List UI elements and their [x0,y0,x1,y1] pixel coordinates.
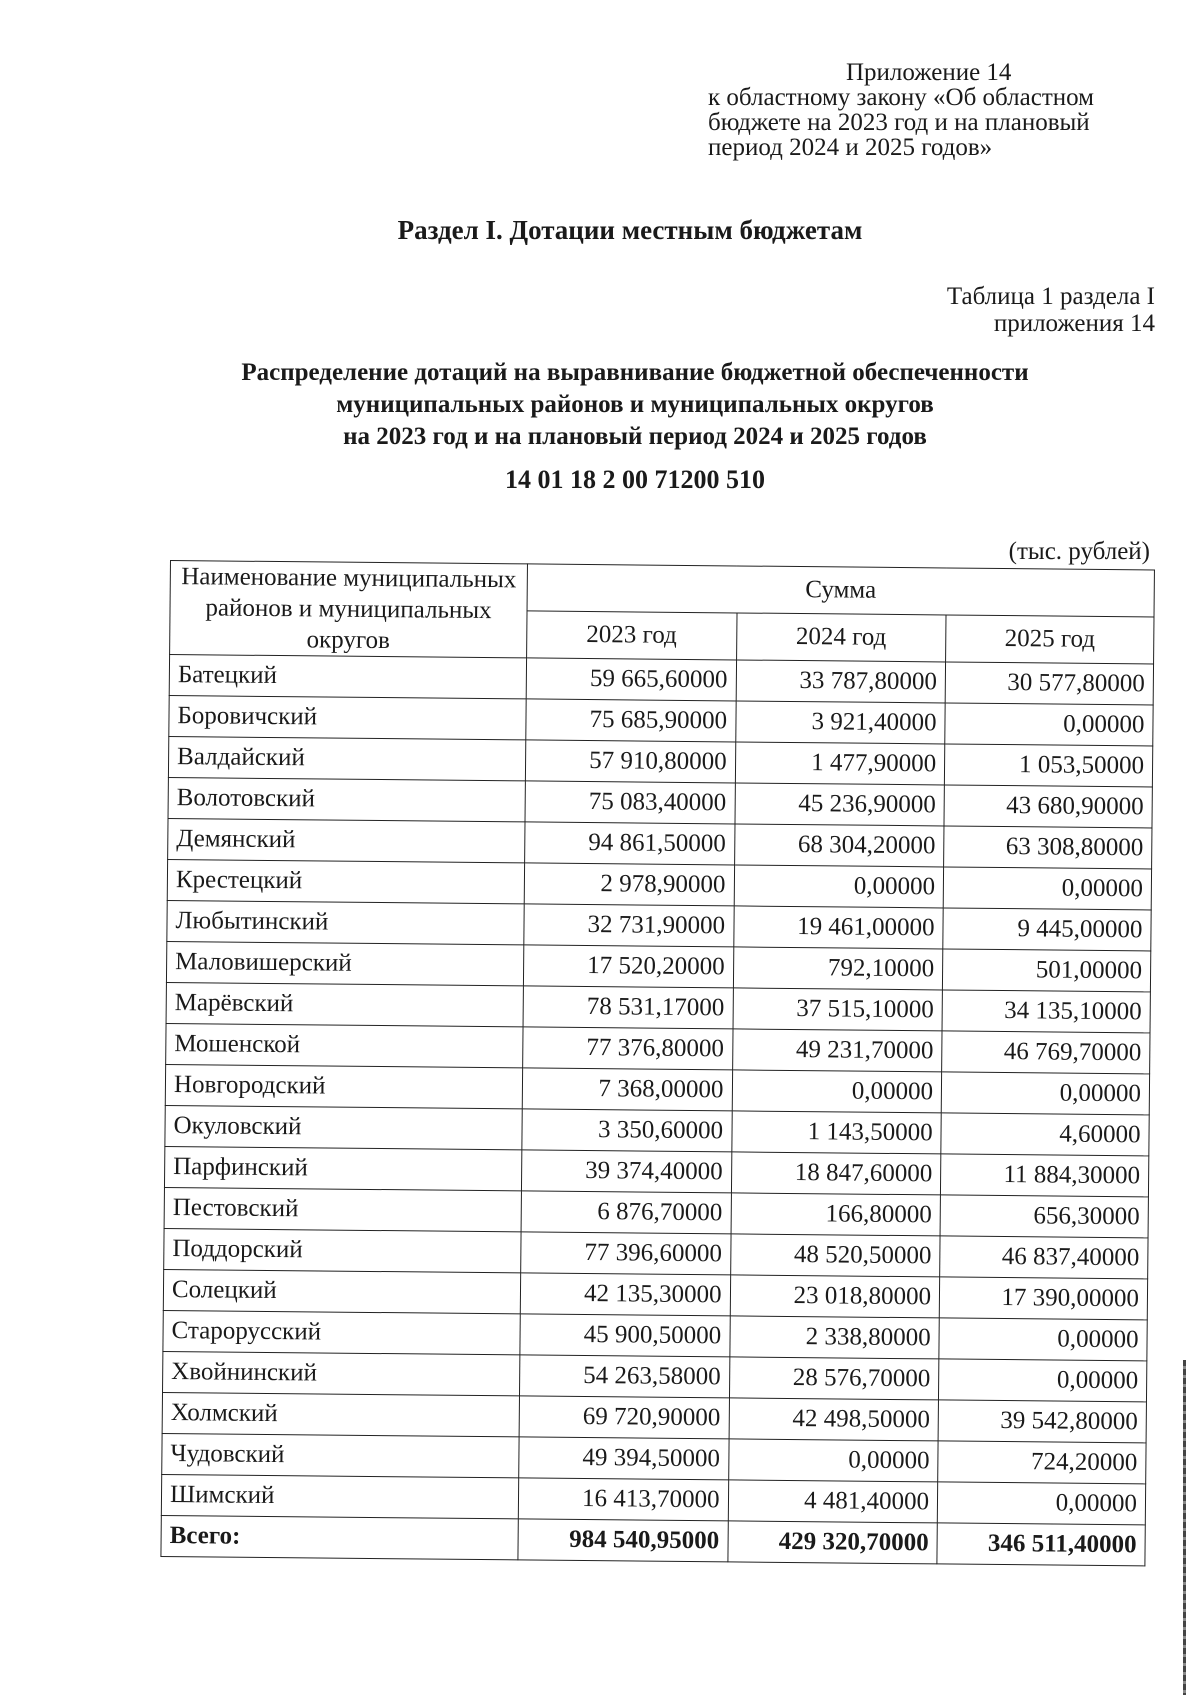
value-2024-cell: 4 481,40000 [728,1480,938,1523]
value-2025-cell: 11 884,30000 [941,1154,1149,1197]
value-2025-cell: 346 511,40000 [937,1523,1145,1566]
value-2025-cell: 43 680,90000 [944,785,1152,828]
value-2023-cell: 57 910,80000 [525,740,735,783]
value-2025-cell: 0,00000 [937,1482,1145,1525]
district-name-cell: Крестецкий [167,859,524,903]
column-header-name: Наименование муниципальных районов и муниципальных округов [170,561,528,658]
value-2023-cell: 54 263,58000 [519,1355,729,1398]
value-2023-cell: 17 520,20000 [523,945,733,988]
value-2024-cell: 0,00000 [732,1070,942,1113]
value-2024-cell: 1 143,50000 [731,1111,941,1154]
value-2023-cell: 984 540,95000 [518,1519,728,1562]
value-2025-cell: 0,00000 [939,1318,1147,1361]
value-2023-cell: 6 876,70000 [521,1191,731,1234]
value-2024-cell: 0,00000 [734,865,944,908]
value-2025-cell: 656,30000 [940,1195,1148,1238]
value-2024-cell: 33 787,80000 [736,660,946,703]
appendix-line: бюджете на 2023 год и на плановый [708,109,1090,136]
value-2023-cell: 49 394,50000 [519,1437,729,1480]
value-2023-cell: 45 900,50000 [520,1314,730,1357]
column-header-2024: 2024 год [736,613,946,662]
document-title-line: муниципальных районов и муниципальных округов [336,391,934,418]
district-name-cell: Холмский [162,1392,519,1436]
appendix-line: к областному закону «Об областном [708,84,1094,111]
value-2024-cell: 1 477,90000 [735,742,945,785]
value-2024-cell: 68 304,20000 [734,824,944,867]
value-2024-cell: 49 231,70000 [732,1029,942,1072]
value-2023-cell: 7 368,00000 [522,1068,732,1111]
value-2024-cell: 37 515,10000 [733,988,943,1031]
value-2025-cell: 46 837,40000 [940,1236,1148,1279]
column-header-sum: Сумма [527,564,1154,617]
district-name-cell: Хвойнинский [163,1351,520,1395]
value-2024-cell: 792,10000 [733,947,943,990]
value-2023-cell: 77 376,80000 [523,1027,733,1070]
district-name-cell: Новгородский [165,1064,522,1108]
scan-edge-artifact [1183,1360,1186,1695]
appendix-line: Приложение 14 [846,59,1012,86]
subsidy-table [160,560,1155,1566]
district-name-cell: Пестовский [164,1187,521,1231]
district-name-cell: Любытинский [167,900,524,944]
value-2025-cell: 1 053,50000 [945,744,1153,787]
value-2025-cell: 724,20000 [938,1441,1146,1484]
value-2024-cell: 19 461,00000 [733,906,943,949]
section-title: Раздел I. Дотации местным бюджетам [397,215,863,245]
units-label: (тыс. рублей) [1008,538,1150,565]
value-2023-cell: 75 083,40000 [525,781,735,824]
value-2024-cell: 42 498,50000 [729,1398,939,1441]
district-name-cell: Волотовский [168,777,525,821]
column-header-2023: 2023 год [527,611,737,660]
district-name-cell: Маловишерский [166,941,523,985]
value-2024-cell: 45 236,90000 [735,783,945,826]
value-2024-cell: 0,00000 [728,1439,938,1482]
value-2025-cell: 63 308,80000 [944,826,1152,869]
district-name-cell: Поддорский [164,1228,521,1272]
district-name-cell: Всего: [161,1515,518,1559]
value-2025-cell: 0,00000 [945,703,1153,746]
district-name-cell: Демянский [168,818,525,862]
value-2024-cell: 166,80000 [731,1193,941,1236]
column-header-2025: 2025 год [946,615,1154,664]
value-2023-cell: 42 135,30000 [520,1273,730,1316]
district-name-cell: Боровичский [169,695,526,739]
value-2024-cell: 3 921,40000 [735,701,945,744]
district-name-cell: Марёвский [166,982,523,1026]
value-2025-cell: 39 542,80000 [938,1400,1146,1443]
value-2025-cell: 0,00000 [941,1072,1149,1115]
district-name-cell: Батецкий [169,655,526,699]
value-2023-cell: 78 531,17000 [523,986,733,1029]
district-name-cell: Валдайский [168,736,525,780]
value-2025-cell: 0,00000 [943,867,1151,910]
value-2025-cell: 501,00000 [943,949,1151,992]
table-reference [947,283,1155,337]
value-2025-cell: 17 390,00000 [939,1277,1147,1320]
value-2024-cell: 18 847,60000 [731,1152,941,1195]
table-reference-line: приложения 14 [993,310,1155,337]
value-2025-cell: 9 445,00000 [943,908,1151,951]
value-2024-cell: 28 576,70000 [729,1357,939,1400]
value-2025-cell: 4,60000 [941,1113,1149,1156]
district-name-cell: Чудовский [162,1433,519,1477]
district-name-cell: Шимский [161,1474,518,1518]
district-name-cell: Окуловский [165,1105,522,1149]
value-2024-cell: 48 520,50000 [730,1234,940,1277]
value-2023-cell: 39 374,40000 [521,1150,731,1193]
value-2023-cell: 16 413,70000 [518,1478,728,1521]
district-name-cell: Старорусский [163,1310,520,1354]
district-name-cell: Парфинский [164,1146,521,1190]
appendix-line: период 2024 и 2025 годов» [708,134,993,161]
value-2025-cell: 0,00000 [939,1359,1147,1402]
document-title-line: на 2023 год и на плановый период 2024 и 2025 годов [343,423,927,450]
district-name-cell: Мошенской [166,1023,523,1067]
total-row [161,1515,1145,1565]
value-2024-cell: 429 320,70000 [727,1521,937,1564]
value-2023-cell: 75 685,90000 [526,699,736,742]
document-title [0,357,1200,453]
value-2024-cell: 2 338,80000 [729,1316,939,1359]
appendix-reference [708,60,1168,160]
value-2023-cell: 2 978,90000 [524,863,734,906]
table-reference-line: Таблица 1 раздела I [946,283,1155,310]
value-2025-cell: 46 769,70000 [942,1031,1150,1074]
value-2025-cell: 30 577,80000 [945,662,1153,705]
value-2023-cell: 69 720,90000 [519,1396,729,1439]
value-2023-cell: 77 396,60000 [521,1232,731,1275]
district-name-cell: Солецкий [163,1269,520,1313]
value-2023-cell: 94 861,50000 [525,822,735,865]
value-2023-cell: 3 350,60000 [522,1109,732,1152]
value-2025-cell: 34 135,10000 [942,990,1150,1033]
value-2023-cell: 59 665,60000 [526,658,736,701]
value-2023-cell: 32 731,90000 [524,904,734,947]
table-body [161,655,1154,1566]
document-title-line: Распределение дотаций на выравнивание бюджетной обеспеченности [241,359,1029,386]
budget-classification-code: 14 01 18 2 00 71200 510 [505,465,765,494]
value-2024-cell: 23 018,80000 [730,1275,940,1318]
